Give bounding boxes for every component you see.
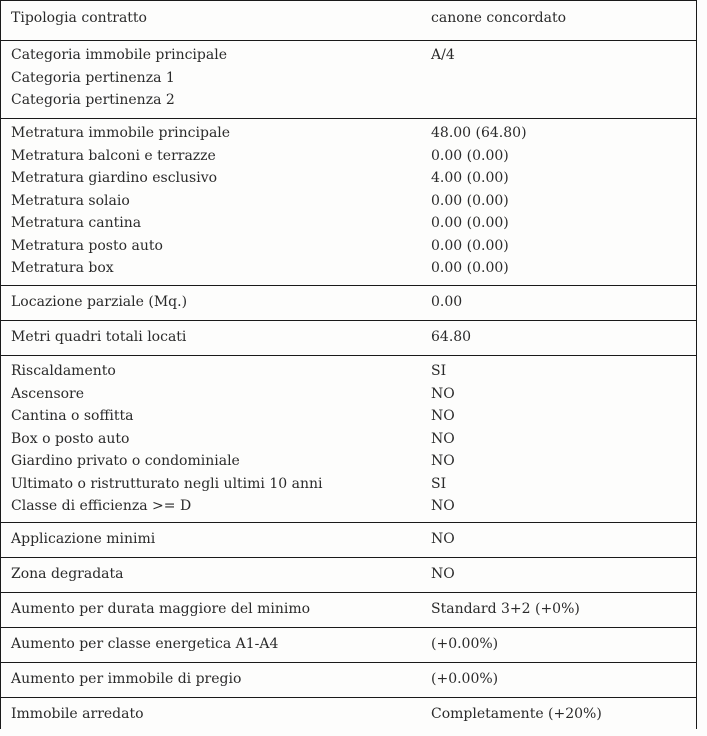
label-ultimato-ristrutturato: Ultimato o ristrutturato negli ultimi 10 anni	[11, 475, 323, 492]
label-cell	[1, 41, 419, 119]
label-zona-degradata: Zona degradata	[11, 566, 124, 582]
label-metratura-giardino: Metratura giardino esclusivo	[11, 170, 218, 186]
value-metri-quadri-totali: 64.80	[431, 329, 472, 345]
row-categorie	[1, 41, 697, 119]
row-zona-degradata	[1, 558, 697, 593]
label-categoria-immobile-principale: Categoria immobile principale	[11, 47, 227, 63]
label-cell	[1, 628, 419, 663]
value-zona-degradata: NO	[431, 566, 455, 582]
label-box-posto-auto: Box o posto auto	[11, 430, 130, 447]
label-categoria-pertinenza-1: Categoria pertinenza 1	[11, 69, 175, 86]
value-metratura-giardino: 4.00 (0.00)	[431, 170, 509, 186]
value-tipologia-contratto: canone concordato	[431, 10, 566, 26]
label-cell	[1, 593, 419, 628]
label-metratura-cantina: Metratura cantina	[11, 215, 142, 231]
label-metratura-solaio: Metratura solaio	[11, 192, 130, 209]
label-cell	[1, 1, 419, 41]
value-metratura-cantina: 0.00 (0.00)	[431, 215, 509, 231]
label-classe-efficienza: Classe di efficienza >= D	[11, 498, 192, 514]
value-metratura-box: 0.00 (0.00)	[431, 260, 509, 276]
label-applicazione-minimi: Applicazione minimi	[11, 531, 156, 547]
row-aumento-durata	[1, 593, 697, 628]
row-immobile-arredato	[1, 698, 697, 730]
label-cell	[1, 663, 419, 698]
value-aumento-classe-energetica: (+0.00%)	[431, 636, 499, 652]
value-aumento-durata: Standard 3+2 (+0%)	[431, 601, 580, 617]
value-cell	[418, 286, 697, 321]
value-ascensore: NO	[431, 385, 455, 402]
label-categoria-pertinenza-2: Categoria pertinenza 2	[11, 92, 175, 108]
row-metrature	[1, 119, 697, 286]
value-locazione-parziale: 0.00	[431, 294, 463, 310]
label-locazione-parziale: Locazione parziale (Mq.)	[11, 294, 188, 310]
label-cell	[1, 698, 419, 730]
value-cell	[418, 119, 697, 286]
value-metratura-posto-auto: 0.00 (0.00)	[431, 237, 509, 254]
value-cell	[418, 628, 697, 663]
label-ascensore: Ascensore	[11, 385, 85, 402]
label-metri-quadri-totali: Metri quadri totali locati	[11, 329, 187, 345]
value-cell	[418, 663, 697, 698]
label-metratura-box: Metratura box	[11, 260, 114, 276]
label-cantina-soffitta: Cantina o soffitta	[11, 408, 134, 424]
value-cell	[418, 698, 697, 730]
label-metratura-balconi: Metratura balconi e terrazze	[11, 147, 216, 164]
value-riscaldamento: SI	[431, 363, 447, 379]
label-metratura-immobile-principale: Metratura immobile principale	[11, 125, 231, 141]
value-aumento-pregio: (+0.00%)	[431, 671, 499, 687]
value-categoria-immobile-principale: A/4	[431, 47, 455, 63]
label-cell	[1, 356, 419, 523]
value-immobile-arredato: Completamente (+20%)	[431, 706, 602, 722]
value-cell	[418, 1, 697, 41]
label-immobile-arredato: Immobile arredato	[11, 706, 144, 722]
value-cell	[418, 523, 697, 558]
label-cell	[1, 558, 419, 593]
value-metratura-immobile-principale: 48.00 (64.80)	[431, 125, 527, 141]
label-aumento-pregio: Aumento per immobile di pregio	[11, 671, 242, 687]
value-applicazione-minimi: NO	[431, 531, 455, 547]
label-metratura-posto-auto: Metratura posto auto	[11, 237, 163, 254]
label-tipologia-contratto: Tipologia contratto	[11, 10, 147, 26]
label-riscaldamento: Riscaldamento	[11, 363, 116, 379]
label-cell	[1, 321, 419, 356]
value-cell	[418, 593, 697, 628]
value-cell	[418, 558, 697, 593]
label-cell	[1, 523, 419, 558]
label-giardino: Giardino privato o condominiale	[11, 453, 240, 469]
value-cell	[418, 356, 697, 523]
row-dotazioni	[1, 356, 697, 523]
row-aumento-classe-energetica	[1, 628, 697, 663]
row-metri-quadri-totali	[1, 321, 697, 356]
value-giardino: NO	[431, 453, 455, 469]
label-cell	[1, 119, 419, 286]
value-cell	[418, 321, 697, 356]
value-cell	[418, 41, 697, 119]
row-tipologia-contratto	[1, 1, 697, 41]
value-metratura-balconi: 0.00 (0.00)	[431, 147, 509, 164]
value-cantina-soffitta: NO	[431, 408, 455, 424]
value-metratura-solaio: 0.00 (0.00)	[431, 192, 509, 209]
row-locazione-parziale	[1, 286, 697, 321]
value-ultimato-ristrutturato: SI	[431, 475, 447, 492]
label-cell	[1, 286, 419, 321]
row-applicazione-minimi	[1, 523, 697, 558]
label-aumento-classe-energetica: Aumento per classe energetica A1-A4	[11, 636, 279, 652]
row-aumento-pregio	[1, 663, 697, 698]
value-box-posto-auto: NO	[431, 430, 455, 447]
value-classe-efficienza: NO	[431, 498, 455, 514]
label-aumento-durata: Aumento per durata maggiore del minimo	[11, 601, 311, 617]
